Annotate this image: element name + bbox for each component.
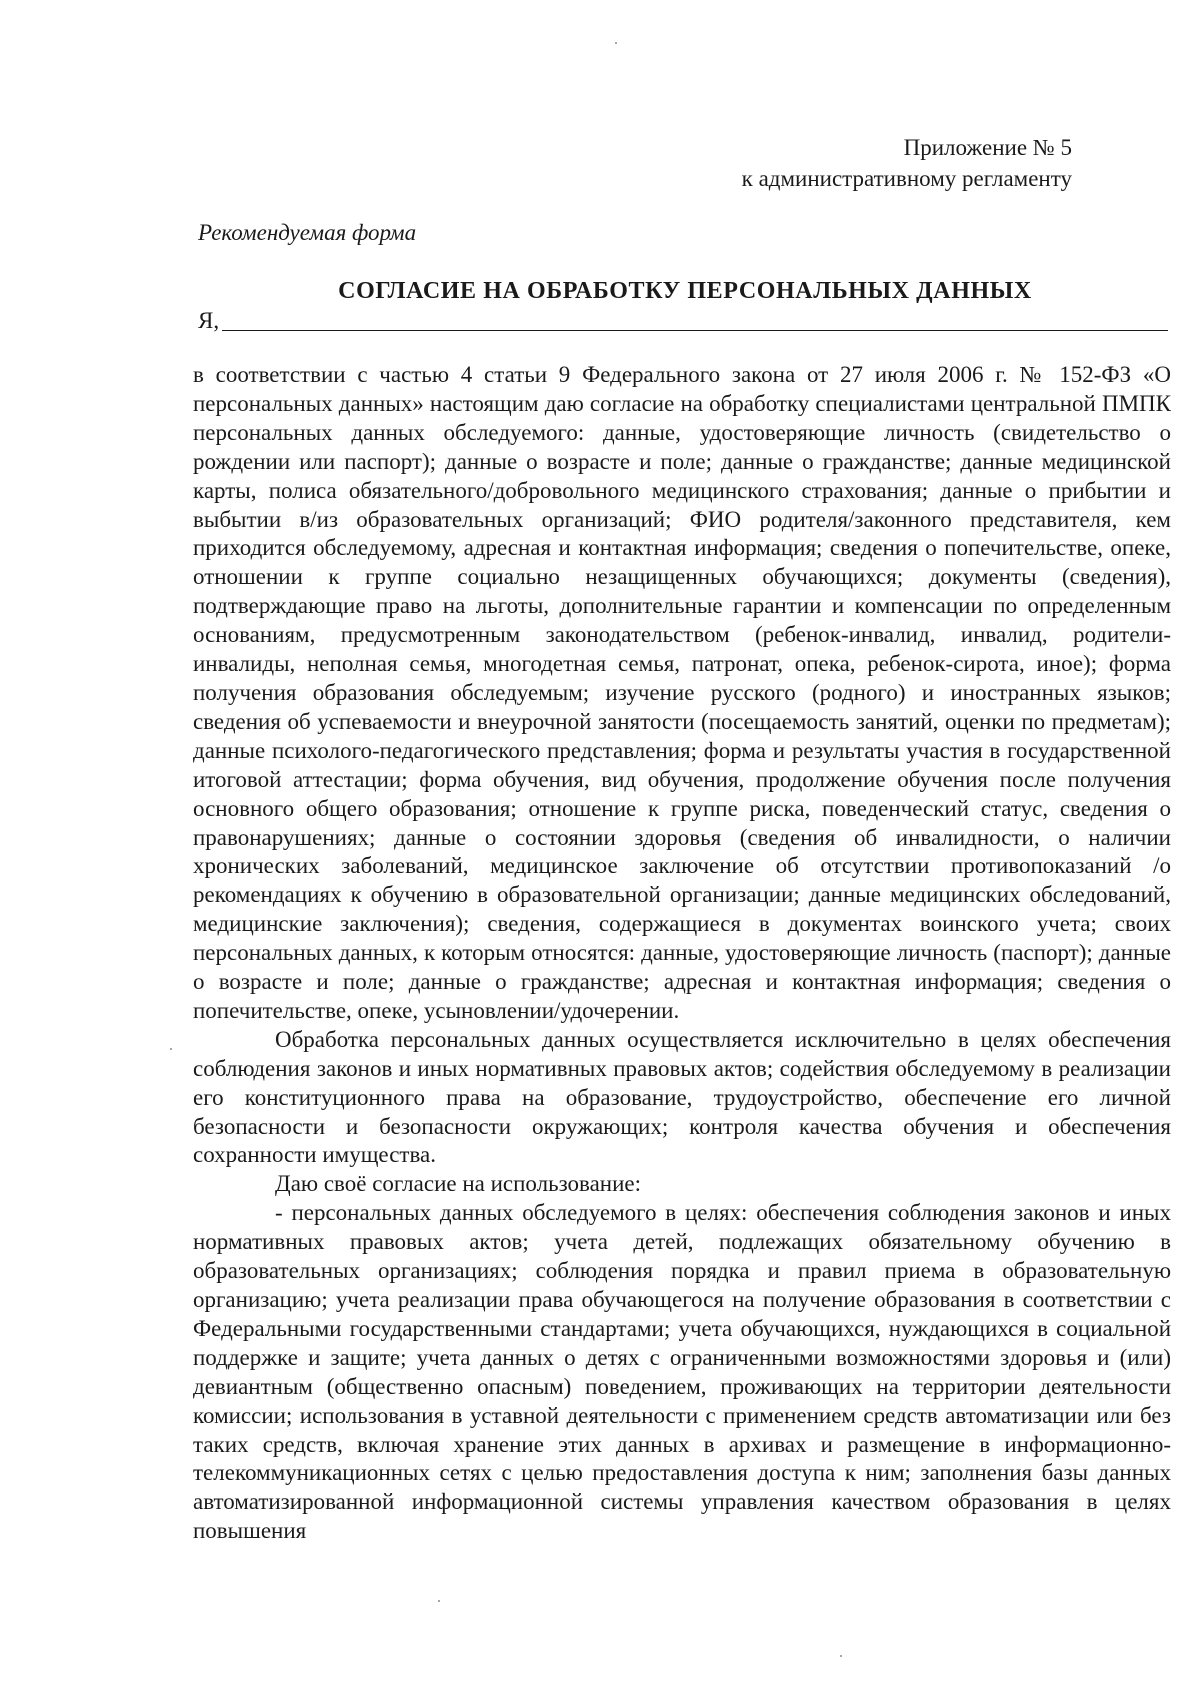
scan-speck (615, 42, 617, 44)
consent-usage-intro: Даю своё согласие на использование: (275, 1171, 642, 1197)
appendix-header (742, 132, 1072, 194)
document-body (193, 361, 1171, 1546)
consent-scope-paragraph: в соответствии с частью 4 статьи 9 Федерального закона от 27 июля 2006 г. № 152-ФЗ «О персональных данных» настоящим даю согласие на обработку специалистами центральной ПМПК персональных данных обследуемого: данные, удостоверяющие личность (свидетельство о рождении или паспорт); данные о возрасте и поле; данные о гражданстве; данные медицинской карты, полиса обязательного/добровольного медицинского страхования; данные о прибытии и выбытии в/из образовательных организаций; ФИО родителя/законного представителя, кем приходится обследуемому, адресная и контактная информация; сведения о попечительстве, опеке, отношении к группе социально незащищенных обучающихся; документы (сведения), подтверждающие право на льготы, дополнительные гарантии и компенсации по определенным основаниям, предусмотренным законодательством (ребенок-инвалид, инвалид, родители-инвалиды, неполная семья, многодетная семья, патронат, опека, ребенок-сирота, иное); форма получения образования обследуемым; изучение русского (родного) и иностранных языков; сведения об успеваемости и внеурочной занятости (посещаемость занятий, оценки по предметам); данные психолого-педагогического представления; форма и результаты участия в государственной итоговой аттестации; форма обучения, вид обучения, продолжение обучения после получения основного общего образования; отношение к группе риска, поведенческий статус, сведения о правонарушениях; данные о состоянии здоровья (сведения об инвалидности, о наличии хронических заболеваний, медицинское заключение об отсутствии противопоказаний /о рекомендациях к обучению в образовательной организации; данные медицинских обследований, медицинские заключения); сведения, содержащиеся в документах воинского учета; своих персональных данных, к которым относятся: данные, удостоверяющие личность (паспорт); данные о возрасте и поле; данные о гражданстве; адресная и контактная информация; сведения о попечительстве, опеке, усыновлении/удочерении. (193, 362, 1171, 1023)
form-type-label: Рекомендуемая форма (198, 220, 417, 245)
processing-purpose-paragraph: Обработка персональных данных осуществляется исключительно в целях обеспечения соблюдения законов и иных нормативных правовых актов; содействия обследуемому в реализации его конституционного права на образование, трудоустройство, обеспечение его личной безопасности и безопасности окружающих; контроля качества обучения и обеспечения сохранности имущества. (193, 1026, 1171, 1168)
appendix-reference: к административному регламенту (741, 166, 1072, 191)
scan-speck (438, 1600, 440, 1602)
scan-speck (840, 1655, 842, 1657)
name-field-row (198, 305, 1172, 336)
consent-usage-item: - персональных данных обследуемого в целях: обеспечения соблюдения законов и иных нормативных правовых актов; учета детей, подлежащих обязательному обучению в образовательных организациях; соблюдения порядка и правил приема в образовательную организацию; учета реализации права обучающегося на получение образования в соответствии с Федеральными государственными стандартами; учета обучающихся, нуждающихся в социальной поддержке и защите; учета данных о детях с ограниченными возможностями здоровья и (или) девиантным (общественно опасным) поведением, проживающих на территории деятельности комиссии; использования в уставной деятельности с применением средств автоматизации или без таких средств, включая хранение этих данных в архивах и размещение в информационно-телекоммуникационных сетях с целью предоставления доступа к ним; заполнения базы данных автоматизированной информационной системы управления качеством образования в целях повышения (193, 1200, 1171, 1544)
document-title: СОГЛАСИЕ НА ОБРАБОТКУ ПЕРСОНАЛЬНЫХ ДАННЫХ (338, 278, 1032, 304)
appendix-number: Приложение № 5 (903, 135, 1072, 160)
name-field-blank-line (222, 330, 1168, 331)
name-field-label: Я, (198, 308, 220, 333)
scan-speck (170, 1048, 172, 1050)
